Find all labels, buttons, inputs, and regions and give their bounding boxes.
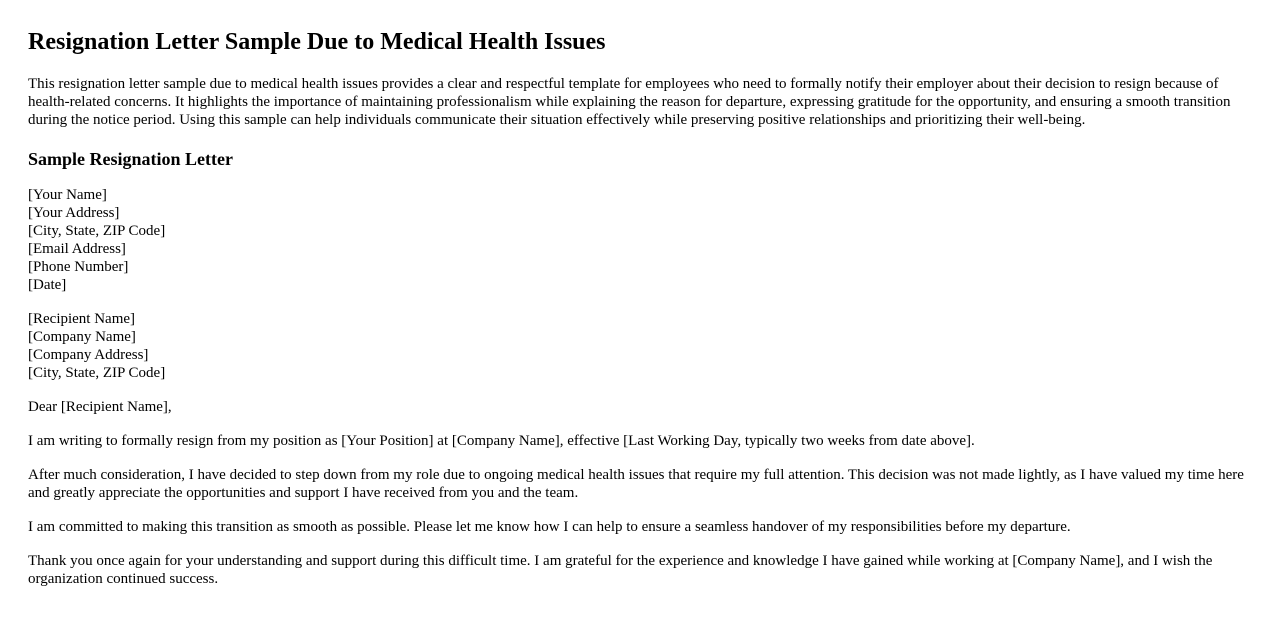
sender-address: [Your Address] xyxy=(28,205,120,221)
recipient-address: [Company Address] xyxy=(28,347,149,363)
letter-paragraph: I am committed to making this transition as smooth as possible. Please let me know how I can help to ensure a seamless handover of my responsibilities before my departure. xyxy=(28,519,1071,535)
letter-paragraph: Thank you once again for your understanding and support during this difficult time. I am grateful for the experience and knowledge I have gained while working at [Company Name], and I wish the organization continued success. xyxy=(28,553,1213,587)
salutation: Dear [Recipient Name], xyxy=(28,399,172,415)
document-page xyxy=(0,28,1278,588)
letter-paragraph: After much consideration, I have decided to step down from my role due to ongoing medical health issues that require my full attention. This decision was not made lightly, as I have valued my time here and greatly appreciate the opportunities and support I have received from you and the team. xyxy=(28,467,1244,501)
letter-date: [Date] xyxy=(28,277,67,293)
sender-phone: [Phone Number] xyxy=(28,259,129,275)
recipient-block xyxy=(28,310,1250,382)
page-title: Resignation Letter Sample Due to Medical Health Issues xyxy=(28,29,606,55)
sender-city-state-zip: [City, State, ZIP Code] xyxy=(28,223,166,239)
sender-name: [Your Name] xyxy=(28,187,107,203)
recipient-company: [Company Name] xyxy=(28,329,136,345)
letter-paragraph: I am writing to formally resign from my position as [Your Position] at [Company Name], effective [Last Working Day, typically two weeks from date above]. xyxy=(28,433,975,449)
recipient-name: [Recipient Name] xyxy=(28,311,136,327)
sender-block xyxy=(28,186,1250,294)
sender-email: [Email Address] xyxy=(28,241,126,257)
recipient-city-state-zip: [City, State, ZIP Code] xyxy=(28,365,166,381)
intro-paragraph: This resignation letter sample due to medical health issues provides a clear and respectful template for employees who need to formally notify their employer about their decision to resign because of health-related concerns. It highlights the importance of maintaining professionalism while explaining the reason for departure, expressing gratitude for the opportunity, and ensuring a smooth transition during the notice period. Using this sample can help individuals communicate their situation effectively while preserving positive relationships and prioritizing their well-being. xyxy=(28,76,1231,128)
section-heading: Sample Resignation Letter xyxy=(28,149,233,169)
